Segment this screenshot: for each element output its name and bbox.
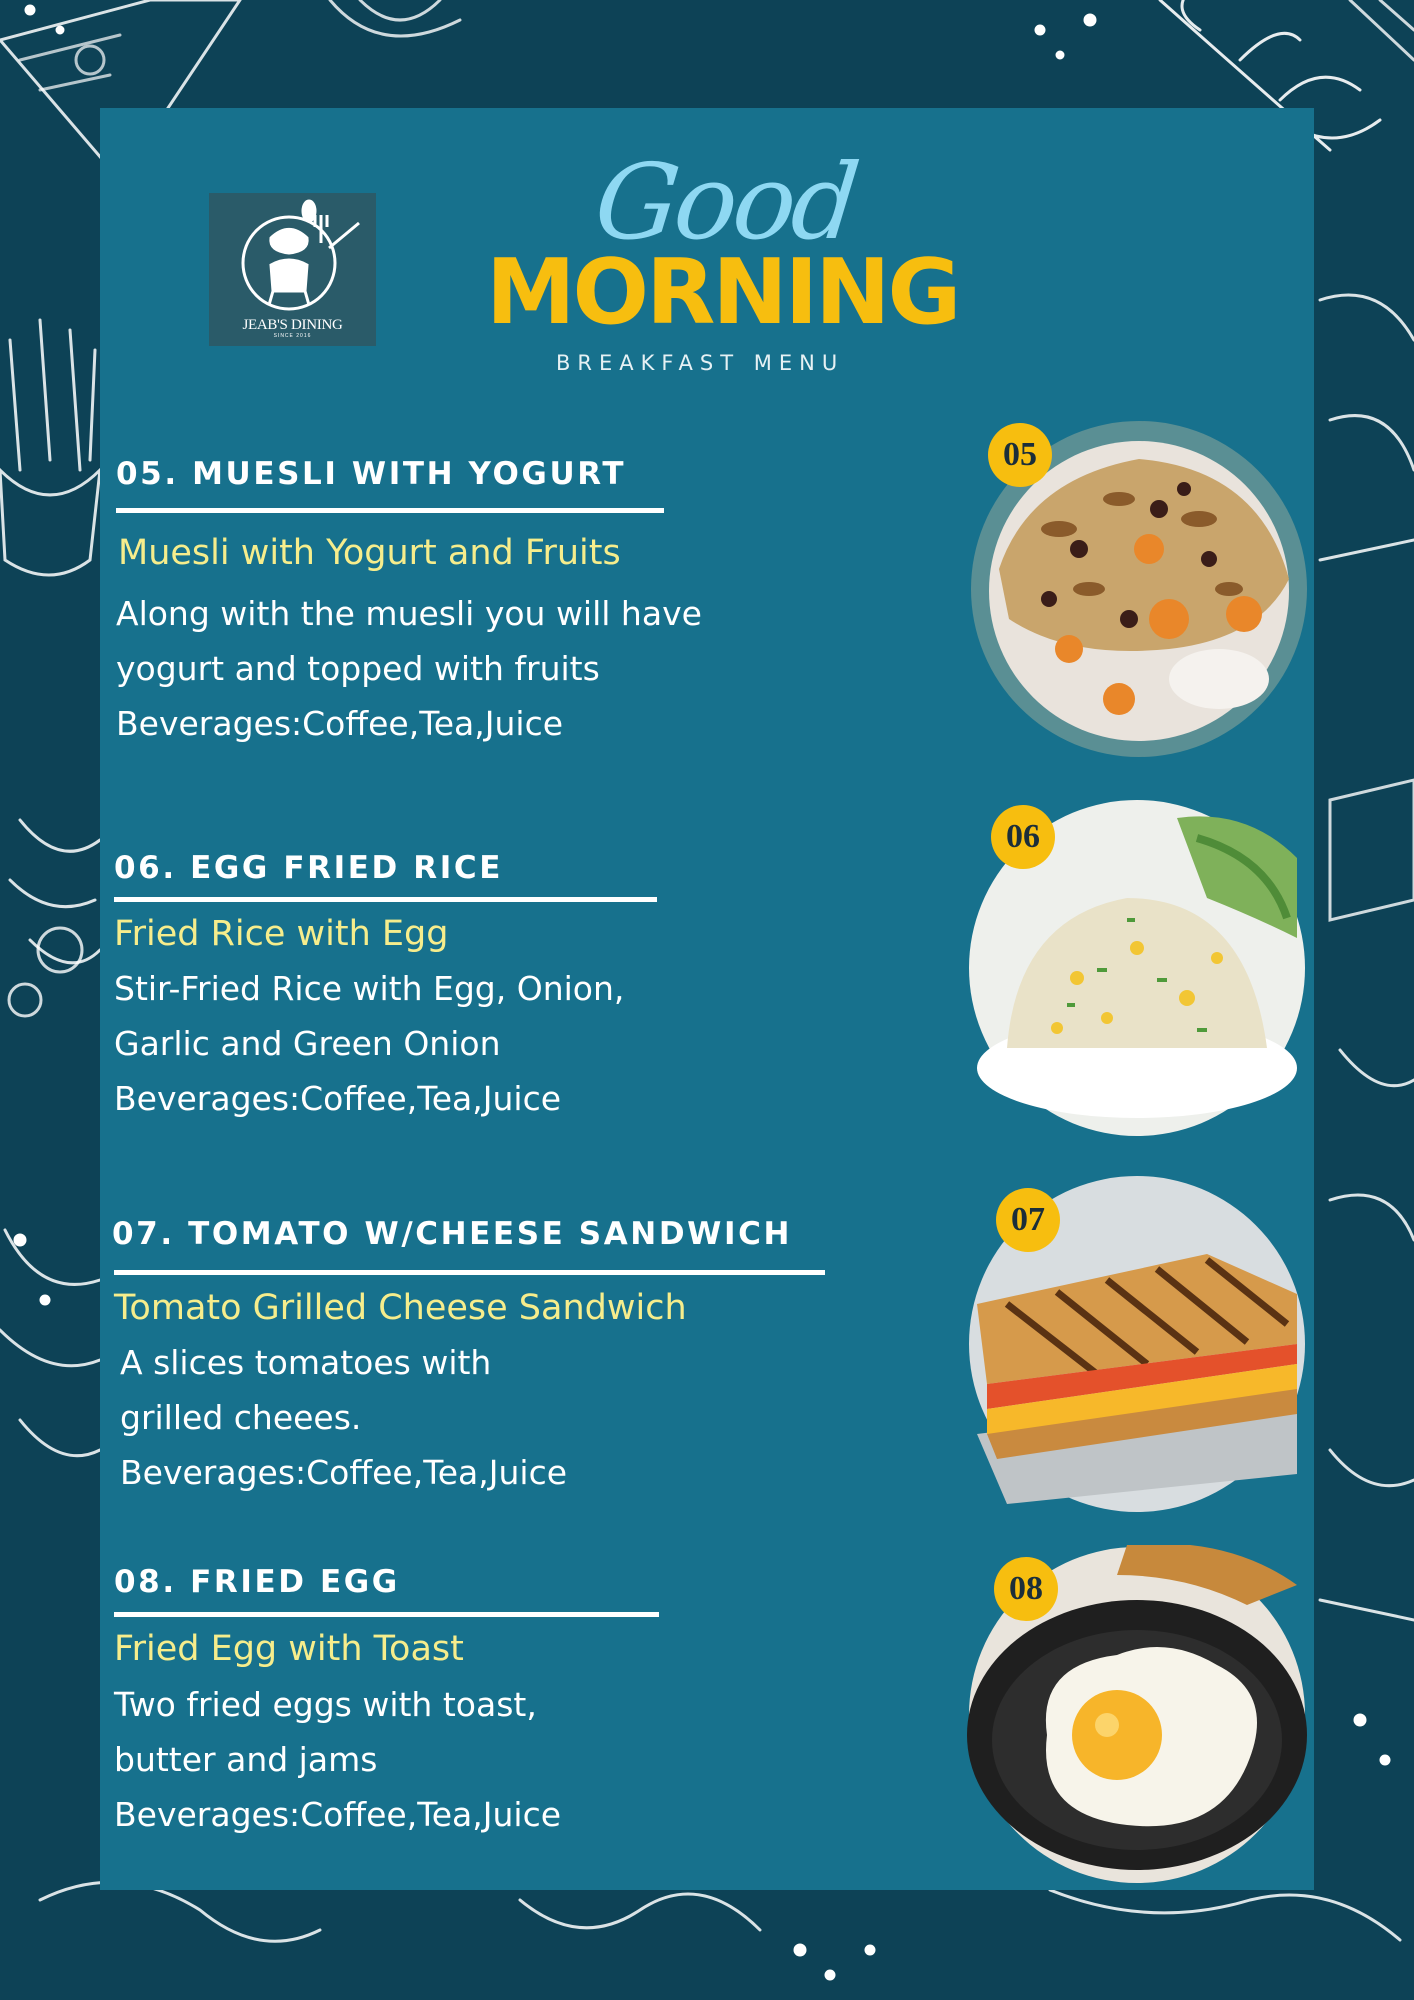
menu-item-heading: 07. TOMATO W/CHEESE SANDWICH (112, 1216, 793, 1252)
heading-divider (114, 1270, 825, 1275)
description-line: Stir-Fried Rice with Egg, Onion, (114, 969, 625, 1008)
description-line: Beverages:Coffee,Tea,Juice (114, 1795, 562, 1834)
menu-item-description (114, 961, 624, 1126)
menu-item-heading: 06. EGG FRIED RICE (114, 850, 503, 886)
page-subtitle: BREAKFAST MENU (556, 351, 845, 375)
description-line: butter and jams (114, 1740, 378, 1779)
menu-item-heading: 05. MUESLI WITH YOGURT (116, 456, 627, 492)
title-script: Good (589, 141, 862, 263)
menu-item-subheading: Muesli with Yogurt and Fruits (118, 533, 621, 573)
description-line: grilled cheees. (120, 1398, 362, 1437)
item-number-badge: 05 (988, 423, 1052, 487)
heading-divider (114, 897, 657, 902)
description-line: Beverages:Coffee,Tea,Juice (120, 1453, 568, 1492)
menu-item-description (120, 1335, 567, 1500)
page-title: MORNING (486, 240, 959, 345)
description-line: yogurt and topped with fruits (116, 649, 600, 688)
menu-item-heading: 08. FRIED EGG (114, 1564, 400, 1600)
logo-since: SINCE 2016 (273, 333, 312, 339)
description-line: Two fried eggs with toast, (114, 1685, 537, 1724)
menu-item-description (114, 1677, 561, 1842)
menu-item-subheading: Fried Egg with Toast (114, 1629, 464, 1669)
item-number-badge: 07 (996, 1188, 1060, 1252)
item-number-badge: 06 (991, 805, 1055, 869)
heading-divider (116, 508, 664, 513)
description-line: Beverages:Coffee,Tea,Juice (116, 704, 564, 743)
description-line: A slices tomatoes with (120, 1343, 492, 1382)
logo-name: JEAB'S DINING (242, 317, 343, 333)
item-number-badge: 08 (994, 1557, 1058, 1621)
description-line: Garlic and Green Onion (114, 1024, 501, 1063)
description-line: Along with the muesli you will have (116, 594, 702, 633)
heading-divider (114, 1612, 659, 1617)
description-line: Beverages:Coffee,Tea,Juice (114, 1079, 562, 1118)
logo (209, 193, 376, 346)
menu-item-description (116, 586, 702, 751)
menu-item-subheading: Fried Rice with Egg (114, 914, 449, 954)
chef-mascot-icon (209, 193, 376, 323)
menu-item-subheading: Tomato Grilled Cheese Sandwich (114, 1288, 687, 1328)
